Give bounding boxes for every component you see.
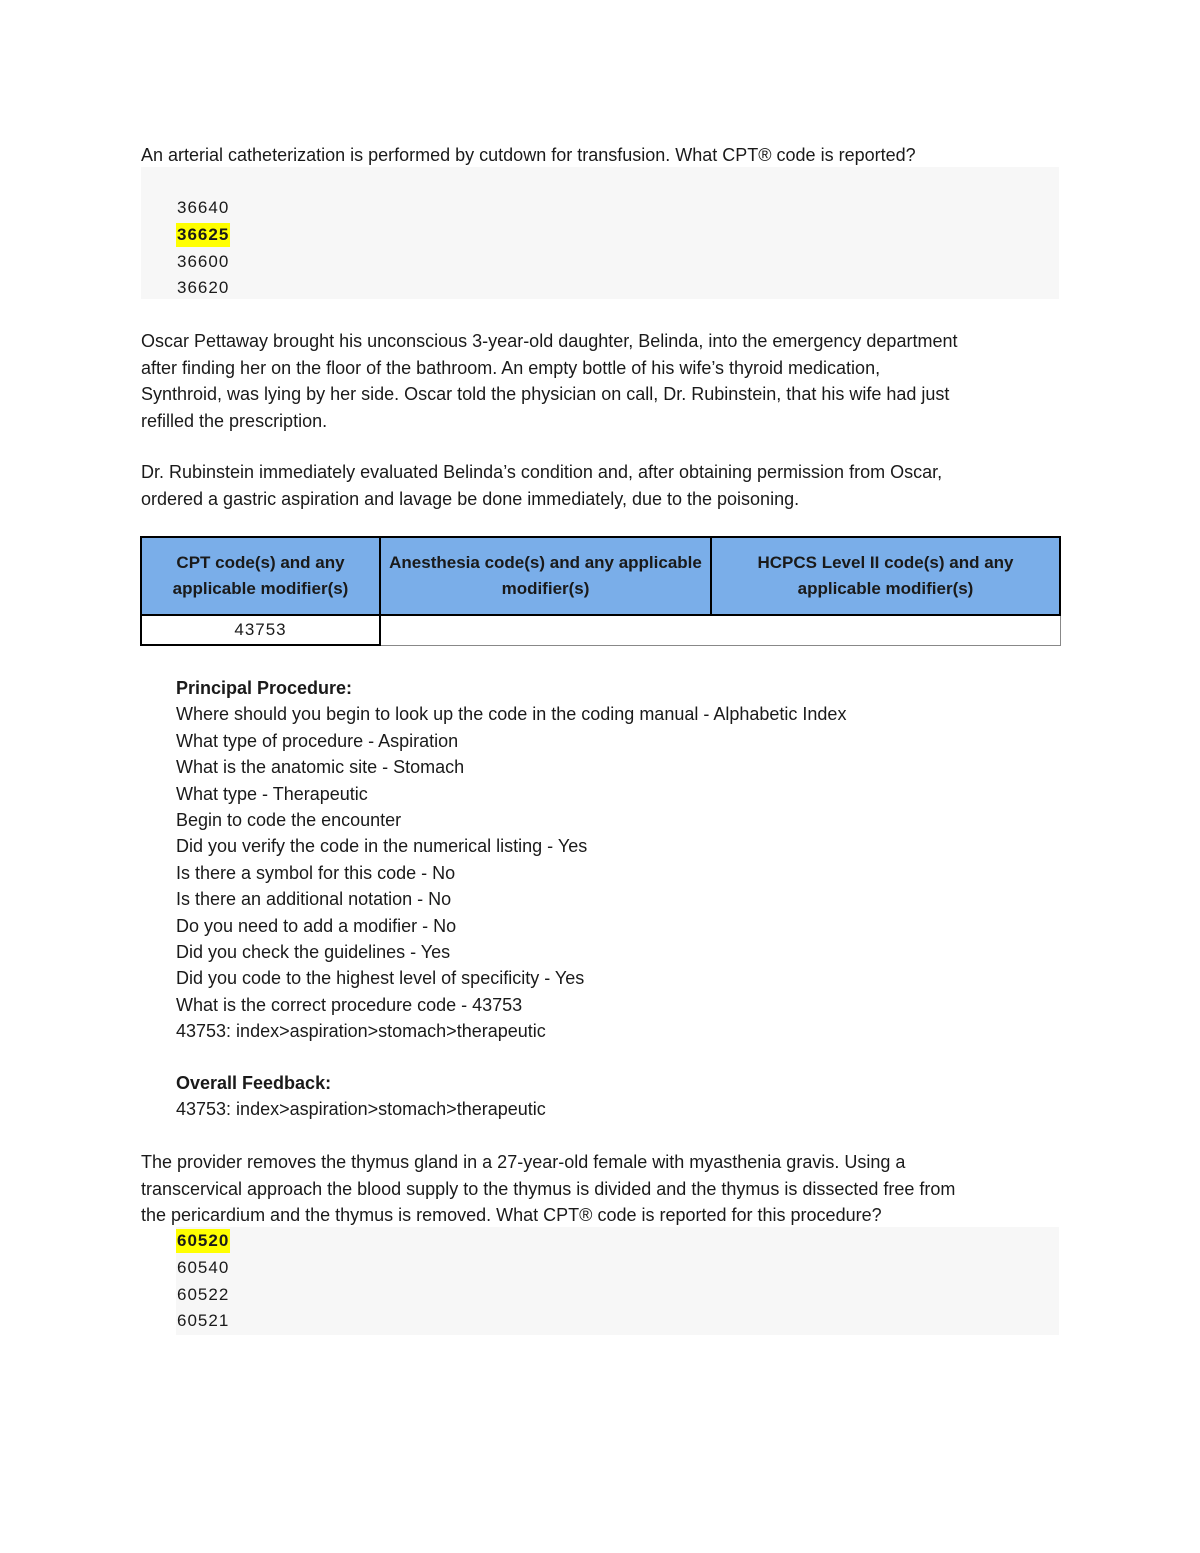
- q2-scenario-line: after finding her on the floor of the bathroom. An empty bottle of his wife’s thyroid medication,: [141, 357, 881, 378]
- q3-option-3[interactable]: 60522: [177, 1285, 230, 1304]
- q1-options-box: [141, 167, 1059, 299]
- q1-option-1[interactable]: 36640: [177, 198, 230, 217]
- q3-options-box: [176, 1227, 1059, 1335]
- principal-line: Begin to code the encounter: [176, 810, 402, 831]
- principal-line: Did you check the guidelines - Yes: [176, 942, 451, 963]
- q2-scenario-line: Synthroid, was lying by her side. Oscar told the physician on call, Dr. Rubinstein, that his wife had just: [141, 384, 950, 404]
- q3-option-4[interactable]: 60521: [177, 1311, 230, 1330]
- principal-line: Did you code to the highest level of specificity - Yes: [176, 968, 585, 989]
- q1-question: An arterial catheterization is performed by cutdown for transfusion. What CPT® code is reported?: [141, 145, 916, 165]
- anesthesia-code-header: Anesthesia code(s) and any applicable modifier(s): [380, 537, 711, 615]
- q1-option-4[interactable]: 36620: [177, 278, 230, 297]
- principal-procedure-heading: Principal Procedure:: [176, 678, 353, 698]
- q2-scenario-line: refilled the prescription.: [141, 410, 328, 431]
- q3-option-2[interactable]: 60540: [177, 1258, 230, 1277]
- cpt-code-cell[interactable]: 43753: [141, 615, 380, 645]
- principal-procedure-section: [176, 675, 1056, 1045]
- hcpcs-code-header: HCPCS Level II code(s) and any applicable modifier(s): [711, 537, 1060, 615]
- q3-question-line: The provider removes the thymus gland in a 27-year-old female with myasthenia gravis. Using a: [141, 1152, 906, 1172]
- principal-line: What is the anatomic site - Stomach: [176, 757, 465, 778]
- q2-scenario-2: [141, 459, 1061, 512]
- q1-option-2-correct[interactable]: 36625: [176, 223, 230, 247]
- principal-line: Is there an additional notation - No: [176, 889, 452, 910]
- overall-feedback-section: [176, 1070, 1056, 1123]
- q2-scenario2-line: Dr. Rubinstein immediately evaluated Belinda’s condition and, after obtaining permission from Oscar,: [141, 462, 943, 482]
- cpt-code-header: CPT code(s) and any applicable modifier(s): [141, 537, 380, 615]
- table-row: [141, 615, 1060, 645]
- overall-feedback-heading: Overall Feedback:: [176, 1073, 332, 1093]
- empty-code-cell[interactable]: [380, 615, 1060, 645]
- principal-line: Is there a symbol for this code - No: [176, 862, 456, 883]
- q3-question-line: the pericardium and the thymus is removed. What CPT® code is reported for this procedure?: [141, 1205, 882, 1225]
- principal-line: What type of procedure - Aspiration: [176, 730, 459, 751]
- code-answer-table: [140, 536, 1061, 646]
- principal-line: Where should you begin to look up the code in the coding manual - Alphabetic Index: [176, 704, 847, 725]
- q2-scenario2-line: ordered a gastric aspiration and lavage be done immediately, due to the poisoning.: [141, 488, 800, 509]
- principal-line: Do you need to add a modifier - No: [176, 915, 457, 936]
- q2-scenario-line: Oscar Pettaway brought his unconscious 3-year-old daughter, Belinda, into the emergency department: [141, 331, 958, 351]
- principal-line: What type - Therapeutic: [176, 783, 368, 804]
- q1-option-3[interactable]: 36600: [177, 252, 230, 271]
- q3-question-line: transcervical approach the blood supply to the thymus is divided and the thymus is dissected free from: [141, 1178, 956, 1199]
- q2-scenario: [141, 328, 1061, 434]
- overall-feedback-text: 43753: index>aspiration>stomach>therapeutic: [176, 1099, 546, 1120]
- q3-question: [141, 1149, 1061, 1229]
- q3-option-1-correct[interactable]: 60520: [176, 1229, 230, 1253]
- principal-line: 43753: index>aspiration>stomach>therapeutic: [176, 1021, 546, 1042]
- principal-line: Did you verify the code in the numerical listing - Yes: [176, 836, 588, 857]
- table-header-row: [141, 537, 1060, 615]
- principal-line: What is the correct procedure code - 43753: [176, 994, 523, 1015]
